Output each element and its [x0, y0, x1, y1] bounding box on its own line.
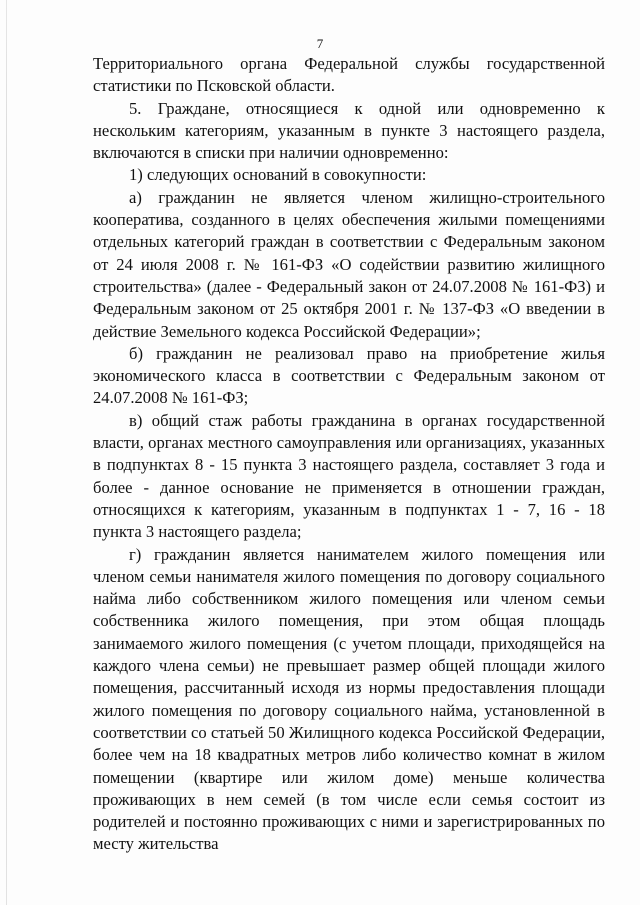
document-body: [93, 53, 605, 856]
paragraph-subitem-1: 1) следующих оснований в совокупности:: [129, 165, 427, 185]
paragraph-subitem-b: б) гражданин не реализовал право на приобретение жилья экономического класса в соответствии с Федеральным законом от 24.07.2008 № 161-ФЗ;: [93, 343, 605, 408]
paragraph-subitem-a: а) гражданин не является членом жилищно-строительного кооператива, созданного в целях обеспечения жилыми помещениями отдельных категорий граждан в соответствии с Федеральным законом от 24 июля 2008 г. № 161-ФЗ «О содействии развитию жилищного строительства» (далее - Федеральный закон от 24.07.2008 № 161-ФЗ) и Федеральным законом от 25 октября 2001 г. № 137-ФЗ «О введении в действие Земельного кодекса Российской Федерации»;: [93, 187, 605, 341]
paragraph-continuation: Территориального органа Федеральной службы государственной статистики по Псковской области.: [93, 54, 605, 96]
paragraph-item-5: 5. Граждане, относящиеся к одной или одновременно к нескольким категориям, указанным в пункте 3 настоящего раздела, включаются в списки при наличии одновременно:: [93, 98, 605, 163]
scan-edge-shadow: [6, 0, 7, 905]
page-number: 7: [316, 36, 324, 51]
paragraph-subitem-v: в) общий стаж работы гражданина в органах государственной власти, органах местного самоуправления или организациях, указанных в подпунктах 8 - 15 пункта 3 настоящего раздела, составляет 3 года и более - данное основание не применяется в отношении граждан, относящихся к категориям, указанным в подпунктах 1 - 7, 16 - 18 пункта 3 настоящего раздела;: [93, 410, 605, 542]
paragraph-subitem-g: г) гражданин является нанимателем жилого помещения или членом семьи нанимателя жилого помещения по договору социального найма либо собственником жилого помещения или членом семьи собственника жилого помещения, при этом общая площадь занимаемого жилого помещения (с учетом площади, приходящейся на каждого члена семьи) не превышает размер общей площади жилого помещения, рассчитанный исходя из нормы предоставления площади жилого помещения по договору социального найма, установленной в соответствии со статьей 50 Жилищного кодекса Российской Федерации, более чем на 18 квадратных метров либо количество комнат в жилом помещении (квартире или жилом доме) меньше количества проживающих в нем семей (в том числе если семья состоит из родителей и постоянно проживающих с ними и зарегистрированных по месту жительства: [93, 544, 605, 854]
